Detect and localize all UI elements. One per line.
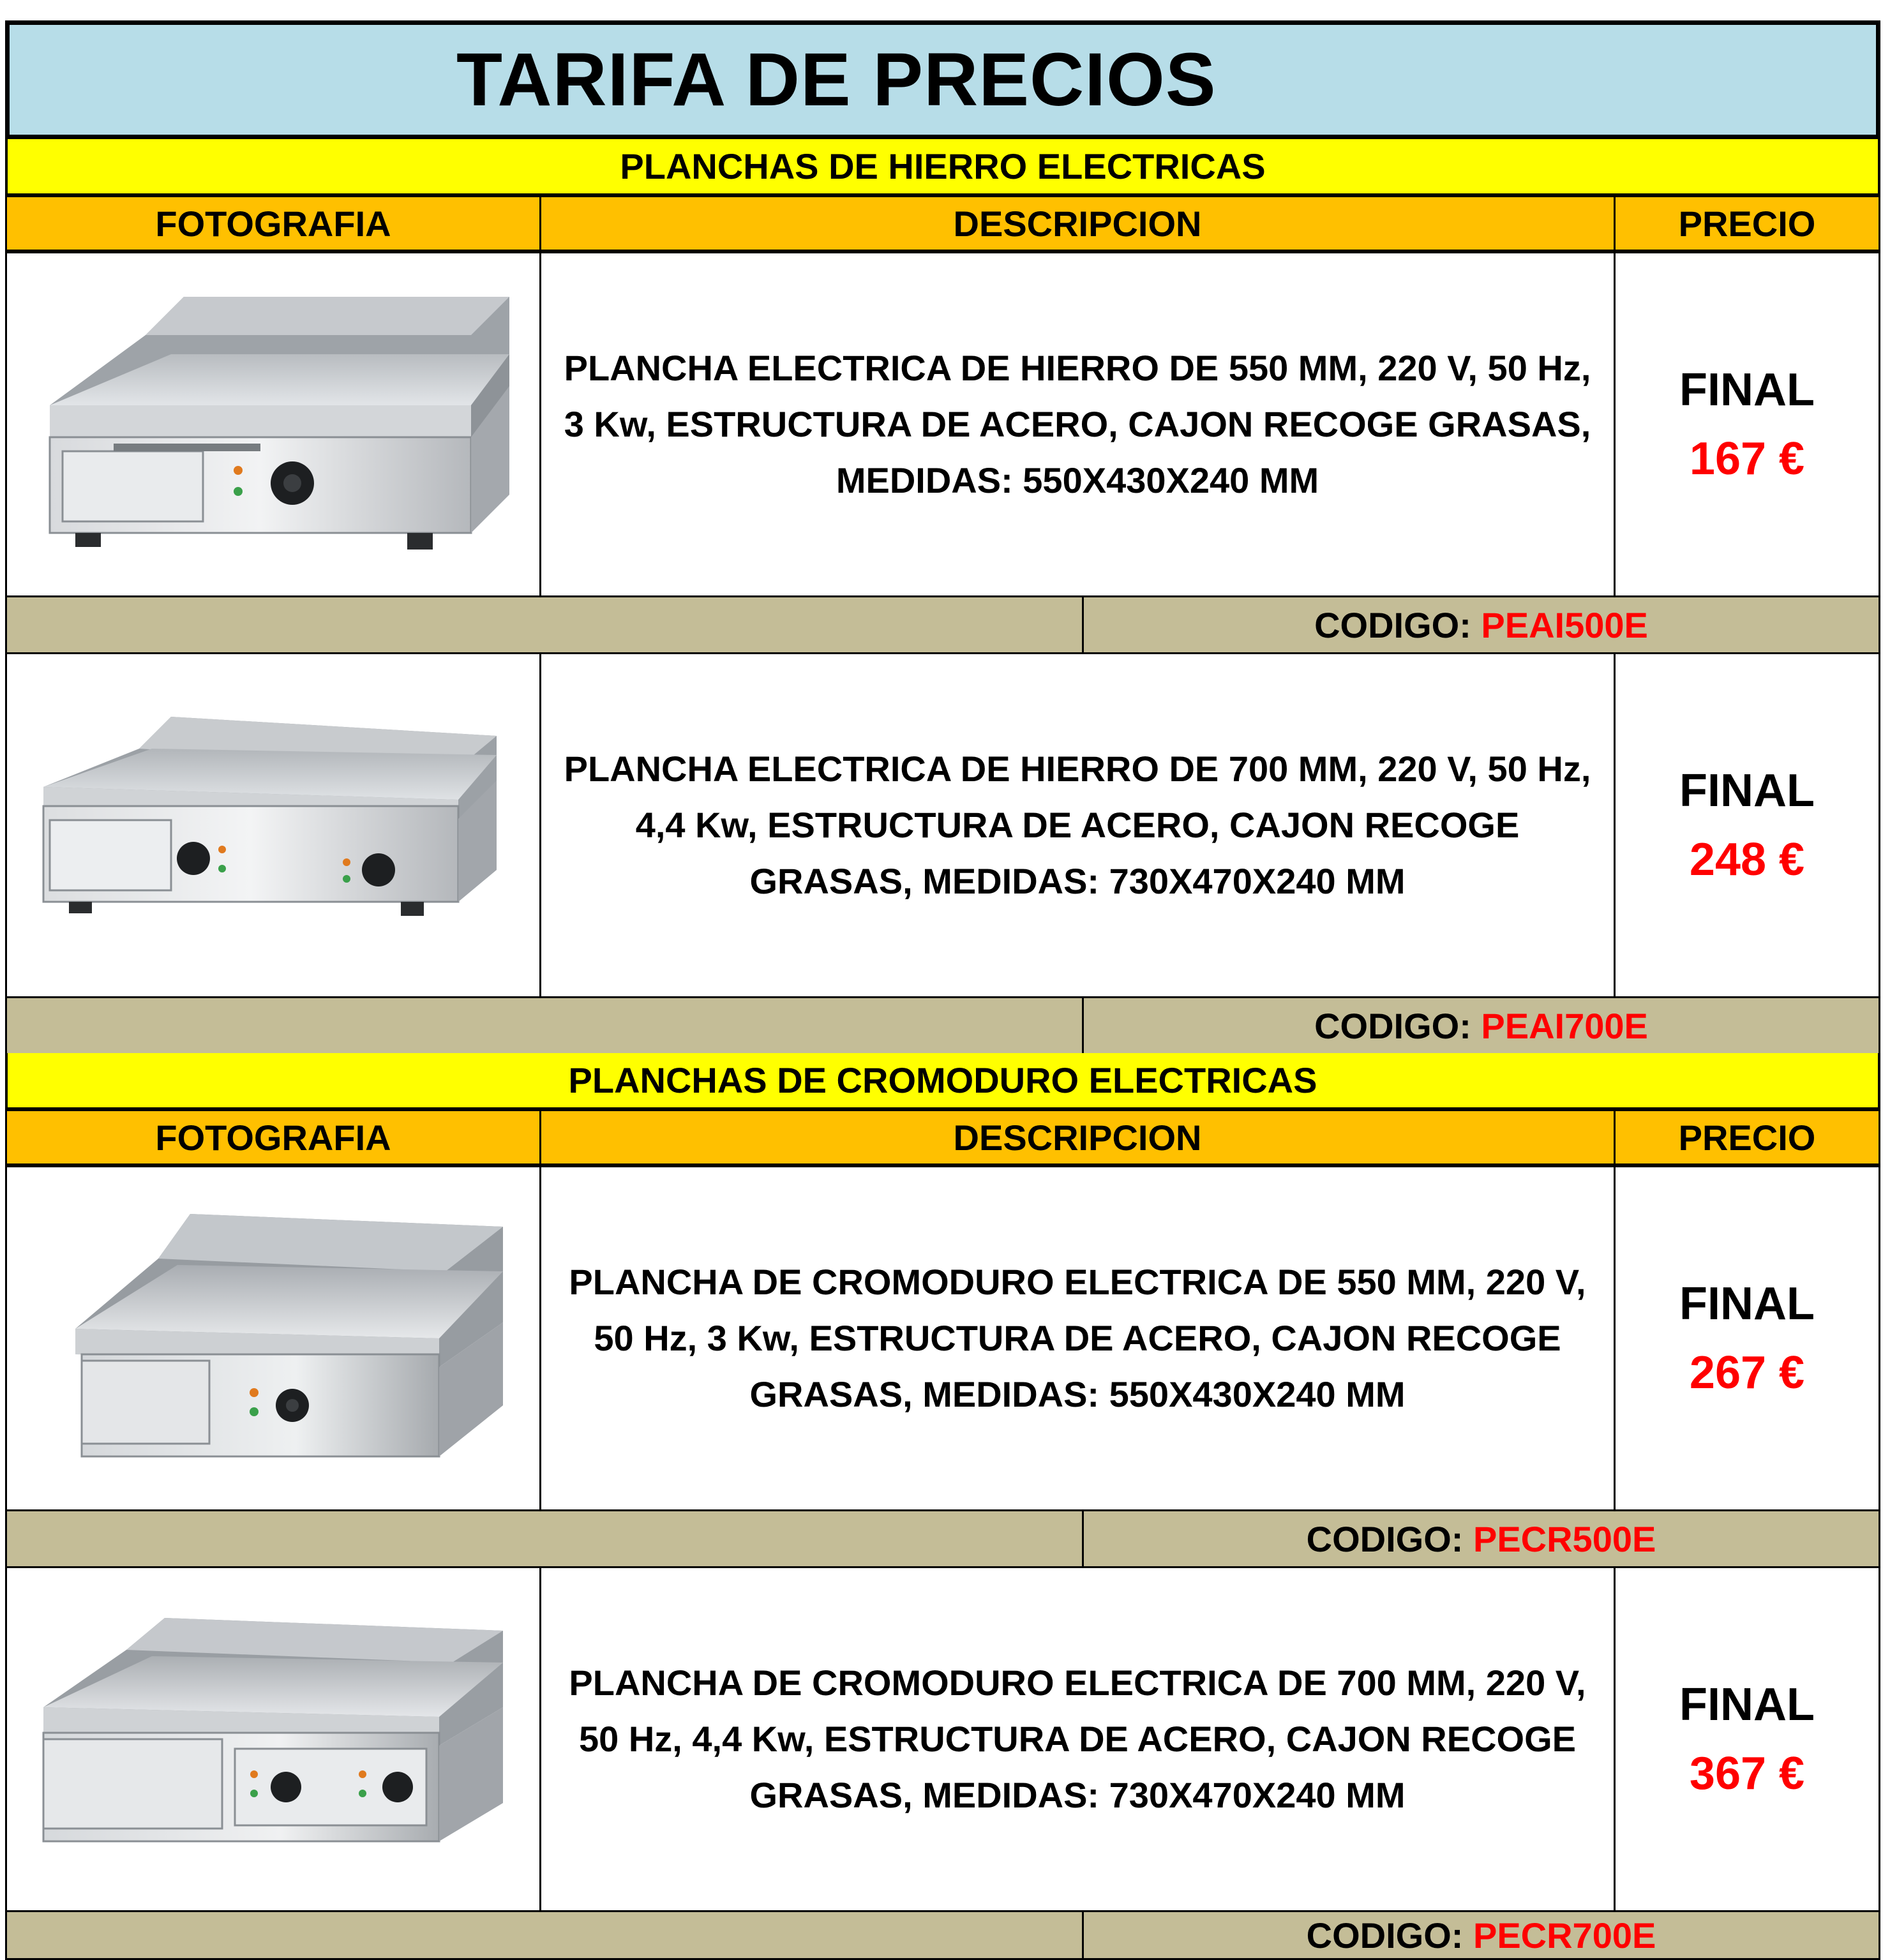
price-label: FINAL xyxy=(1679,1278,1815,1329)
product-description xyxy=(539,1566,1616,1912)
product-code xyxy=(1082,1910,1880,1960)
column-header-price xyxy=(1614,195,1880,251)
code-row-spacer xyxy=(5,996,1084,1055)
product-description-text: PLANCHA ELECTRICA DE HIERRO DE 550 MM, 220 V, 50 Hz, 3 Kw, ESTRUCTURA DE ACERO, CAJON RECOGE GRASAS, MEDIDAS: 550X430X240 MM xyxy=(564,348,1591,500)
product-description xyxy=(539,251,1616,597)
code-label: CODIGO: xyxy=(1306,1518,1464,1559)
product-description xyxy=(539,1165,1616,1511)
column-header-photo-label: FOTOGRAFIA xyxy=(155,203,391,244)
product-photo xyxy=(5,1165,541,1511)
griddle-single-knob-icon xyxy=(31,1201,516,1476)
page-title-bar xyxy=(5,20,1880,139)
price-value: 267 € xyxy=(1689,1347,1805,1398)
code-value: PECR700E xyxy=(1473,1915,1656,1956)
product-code xyxy=(1082,595,1880,654)
column-header-description xyxy=(539,195,1616,251)
section-heading-text: PLANCHAS DE CROMODURO ELECTRICAS xyxy=(568,1060,1317,1100)
column-header-description-label: DESCRIPCION xyxy=(953,203,1202,244)
price-label: FINAL xyxy=(1679,1679,1815,1730)
product-price xyxy=(1614,652,1880,998)
code-value: PEAI700E xyxy=(1481,1005,1648,1046)
griddle-double-knob-icon xyxy=(24,710,522,940)
code-label: CODIGO: xyxy=(1306,1915,1464,1956)
page-title: TARIFA DE PRECIOS xyxy=(456,38,1217,122)
product-price xyxy=(1614,251,1880,597)
product-photo xyxy=(5,652,541,998)
column-header-photo-label: FOTOGRAFIA xyxy=(155,1117,391,1158)
product-photo xyxy=(5,251,541,597)
column-header-price-label: PRECIO xyxy=(1678,203,1816,244)
price-value: 167 € xyxy=(1689,433,1805,484)
product-description xyxy=(539,652,1616,998)
column-header-price-label: PRECIO xyxy=(1678,1117,1816,1158)
code-row-spacer xyxy=(5,595,1084,654)
column-header-photo xyxy=(5,195,541,251)
price-value: 367 € xyxy=(1689,1748,1805,1799)
code-label: CODIGO: xyxy=(1314,1005,1471,1046)
product-price xyxy=(1614,1566,1880,1912)
product-code xyxy=(1082,1509,1880,1568)
code-label: CODIGO: xyxy=(1314,604,1471,645)
product-code xyxy=(1082,996,1880,1055)
product-description-text: PLANCHA DE CROMODURO ELECTRICA DE 700 MM, 220 V, 50 Hz, 4,4 Kw, ESTRUCTURA DE ACERO, CAJON RECOGE GRASAS, MEDIDAS: 730X470X240 MM xyxy=(569,1663,1586,1815)
product-photo xyxy=(5,1566,541,1912)
column-header-price xyxy=(1614,1109,1880,1165)
price-label: FINAL xyxy=(1679,765,1815,816)
column-header-description-label: DESCRIPCION xyxy=(953,1117,1202,1158)
griddle-single-knob-icon xyxy=(24,284,522,565)
section-heading-cromoduro xyxy=(5,1053,1880,1109)
code-row-spacer xyxy=(5,1509,1084,1568)
code-value: PEAI500E xyxy=(1481,604,1648,645)
column-header-photo xyxy=(5,1109,541,1165)
column-header-description xyxy=(539,1109,1616,1165)
code-row-spacer xyxy=(5,1910,1084,1960)
price-label: FINAL xyxy=(1679,364,1815,415)
section-heading-hierro xyxy=(5,139,1880,195)
price-value: 248 € xyxy=(1689,834,1805,885)
code-value: PECR500E xyxy=(1473,1518,1656,1559)
product-price xyxy=(1614,1165,1880,1511)
product-description-text: PLANCHA ELECTRICA DE HIERRO DE 700 MM, 220 V, 50 Hz, 4,4 Kw, ESTRUCTURA DE ACERO, CAJON RECOGE GRASAS, MEDIDAS: 730X470X240 MM xyxy=(564,749,1591,901)
griddle-double-knob-icon xyxy=(31,1612,516,1867)
product-description-text: PLANCHA DE CROMODURO ELECTRICA DE 550 MM, 220 V, 50 Hz, 3 Kw, ESTRUCTURA DE ACERO, CAJON RECOGE GRASAS, MEDIDAS: 550X430X240 MM xyxy=(569,1262,1586,1414)
section-heading-text: PLANCHAS DE HIERRO ELECTRICAS xyxy=(620,146,1266,186)
